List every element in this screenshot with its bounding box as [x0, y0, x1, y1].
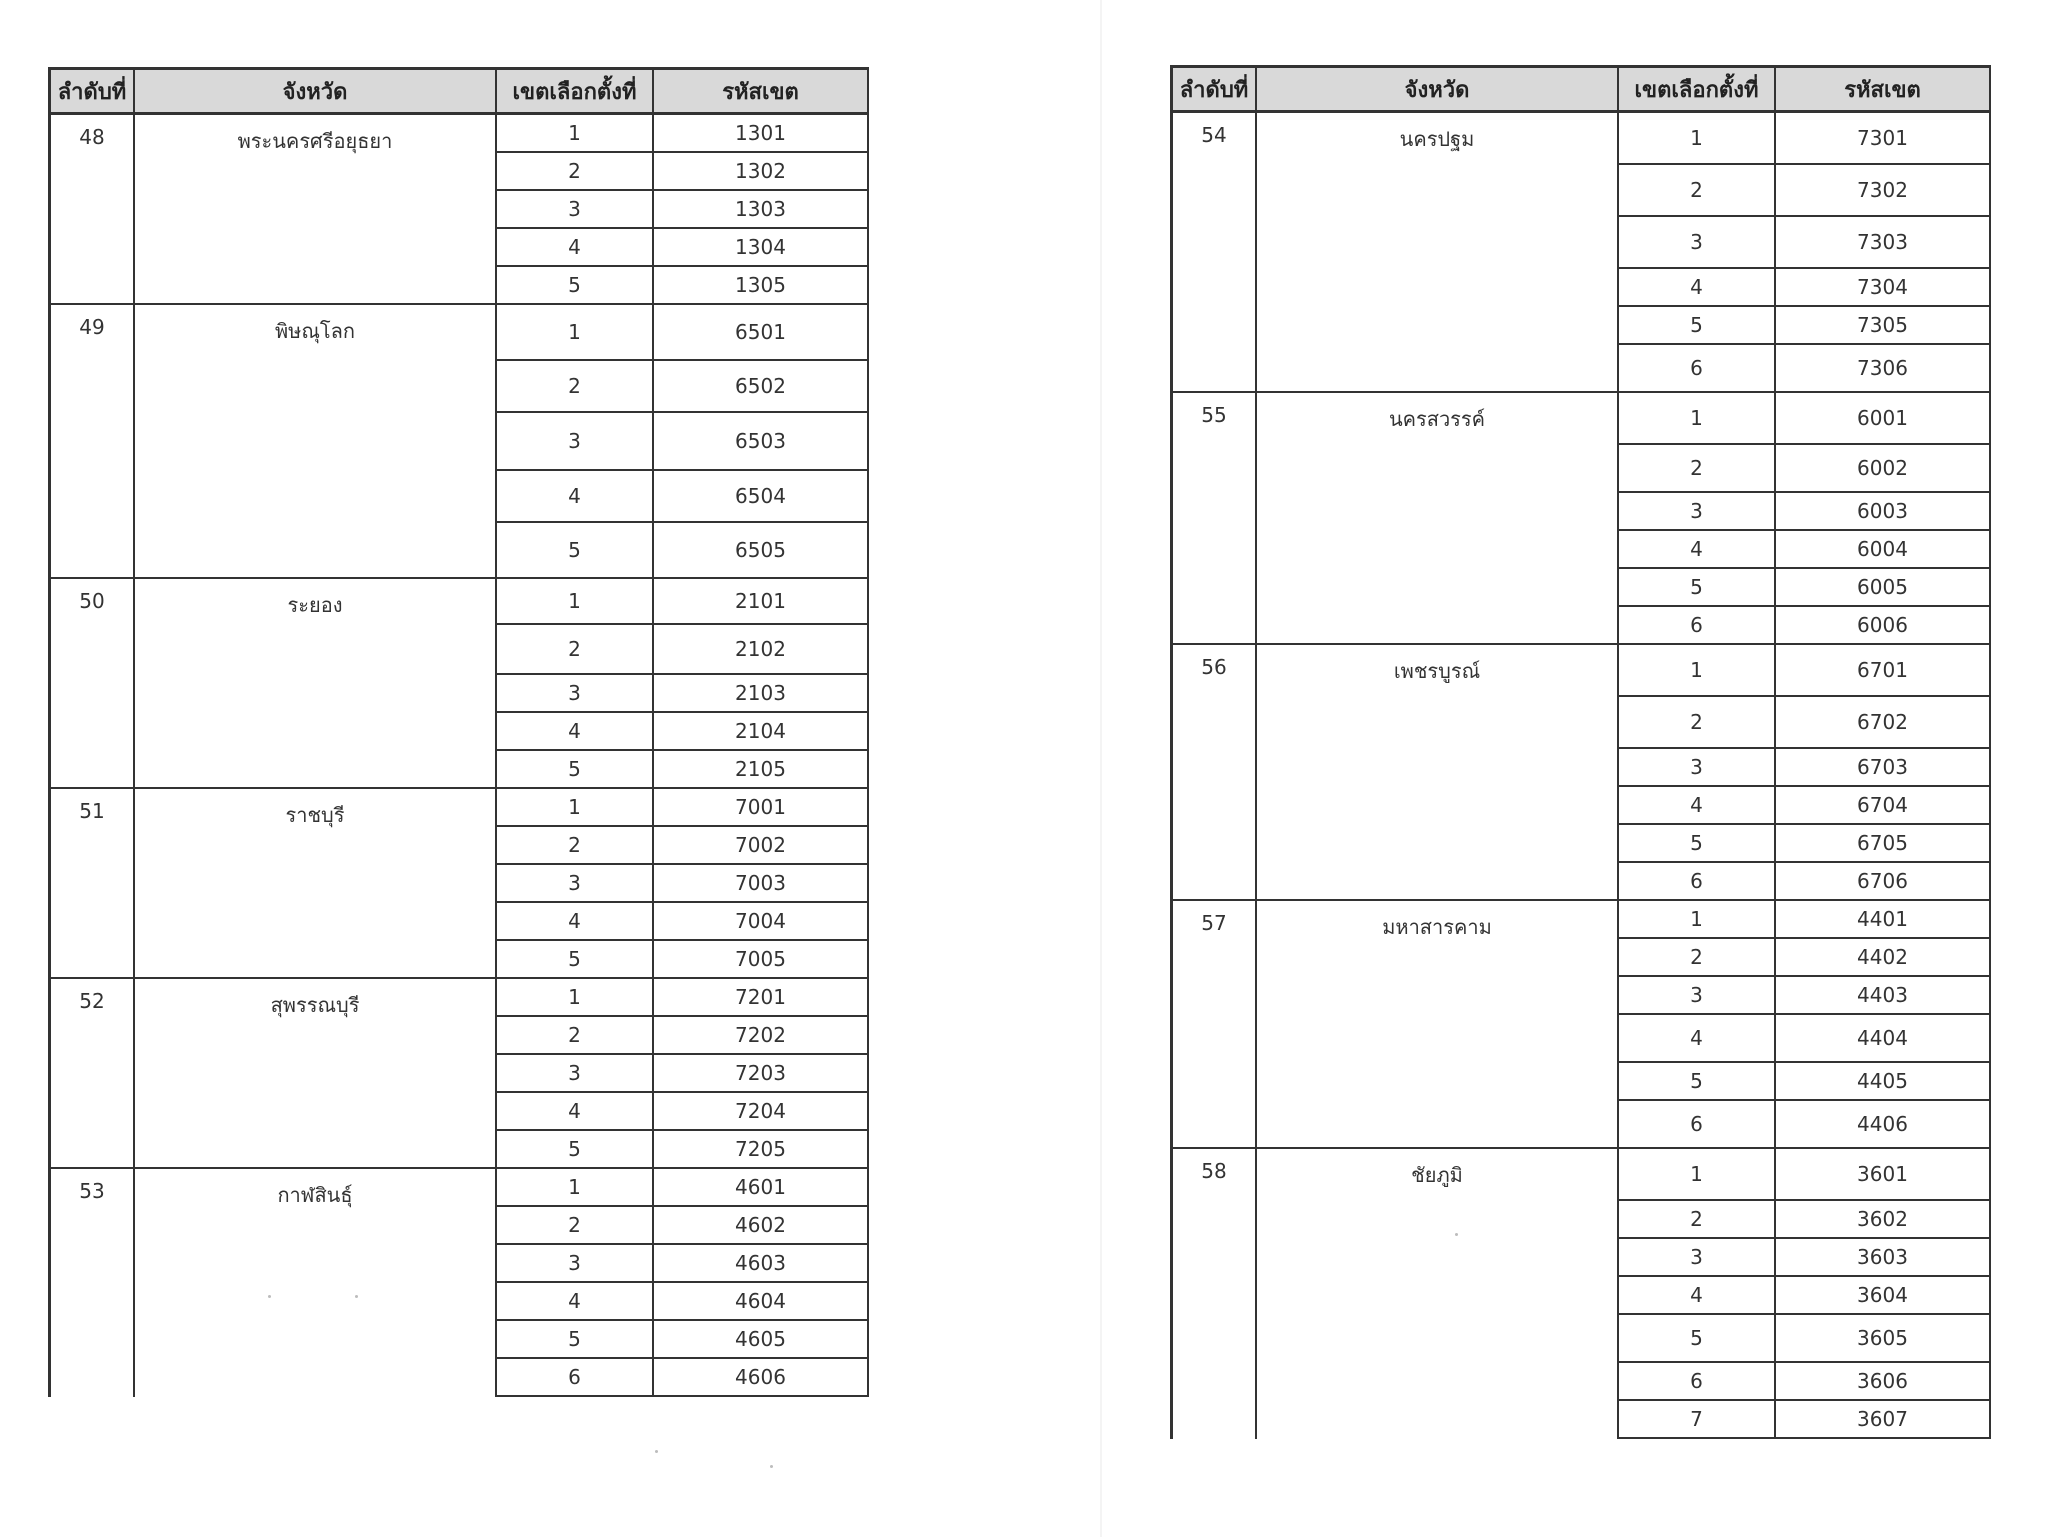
district-number: 3 — [497, 413, 654, 471]
district-code: 7204 — [654, 1093, 869, 1131]
district-code: 1302 — [654, 153, 869, 191]
district-code: 4406 — [1776, 1101, 1991, 1149]
district-number: 2 — [497, 827, 654, 865]
district-number: 1 — [1619, 1149, 1776, 1201]
province-index: 58 — [1173, 1149, 1257, 1439]
district-code: 4605 — [654, 1321, 869, 1359]
header-district: เขตเลือกตั้งที่ — [1619, 68, 1776, 113]
district-code: 2104 — [654, 713, 869, 751]
district-number: 5 — [497, 1321, 654, 1359]
district-number: 5 — [1619, 569, 1776, 607]
district-number: 5 — [497, 1131, 654, 1169]
header-index: ลำดับที่ — [51, 70, 135, 115]
district-number: 1 — [497, 579, 654, 625]
district-number: 2 — [497, 361, 654, 413]
district-number: 1 — [497, 305, 654, 361]
district-code: 3604 — [1776, 1277, 1991, 1315]
district-number: 4 — [497, 903, 654, 941]
district-number: 3 — [497, 1055, 654, 1093]
district-code: 6505 — [654, 523, 869, 579]
header-code: รหัสเขต — [1776, 68, 1991, 113]
district-code: 7305 — [1776, 307, 1991, 345]
district-table-left — [48, 67, 869, 1397]
district-code: 7002 — [654, 827, 869, 865]
district-code: 3602 — [1776, 1201, 1991, 1239]
page-gutter — [1100, 0, 1102, 1537]
district-code: 4603 — [654, 1245, 869, 1283]
district-code: 3603 — [1776, 1239, 1991, 1277]
district-code: 6006 — [1776, 607, 1991, 645]
district-number: 6 — [1619, 1101, 1776, 1149]
district-code: 6501 — [654, 305, 869, 361]
province-name: ชัยภูมิ — [1257, 1149, 1619, 1439]
district-code: 6704 — [1776, 787, 1991, 825]
district-code: 7301 — [1776, 113, 1991, 165]
district-number: 1 — [497, 1169, 654, 1207]
district-code: 4602 — [654, 1207, 869, 1245]
district-code: 6705 — [1776, 825, 1991, 863]
district-code: 4402 — [1776, 939, 1991, 977]
district-code: 6503 — [654, 413, 869, 471]
district-code: 7302 — [1776, 165, 1991, 217]
scan-speck — [770, 1465, 773, 1468]
district-number: 1 — [1619, 113, 1776, 165]
district-code: 4601 — [654, 1169, 869, 1207]
district-number: 2 — [1619, 445, 1776, 493]
district-number: 5 — [497, 267, 654, 305]
province-name: กาฬสินธุ์ — [135, 1169, 497, 1397]
province-name: ราชบุรี — [135, 789, 497, 979]
district-code: 4604 — [654, 1283, 869, 1321]
district-number: 1 — [1619, 901, 1776, 939]
district-code: 6001 — [1776, 393, 1991, 445]
district-code: 1304 — [654, 229, 869, 267]
district-code: 6504 — [654, 471, 869, 523]
district-number: 3 — [1619, 217, 1776, 269]
province-index: 53 — [51, 1169, 135, 1397]
district-number: 4 — [1619, 1015, 1776, 1063]
district-code: 6706 — [1776, 863, 1991, 901]
province-name: มหาสารคาม — [1257, 901, 1619, 1149]
district-code: 7205 — [654, 1131, 869, 1169]
district-number: 1 — [497, 115, 654, 153]
district-code: 6701 — [1776, 645, 1991, 697]
district-code: 3606 — [1776, 1363, 1991, 1401]
district-number: 3 — [1619, 493, 1776, 531]
district-code: 2105 — [654, 751, 869, 789]
district-number: 3 — [1619, 977, 1776, 1015]
province-index: 52 — [51, 979, 135, 1169]
header-district: เขตเลือกตั้งที่ — [497, 70, 654, 115]
district-number: 2 — [1619, 697, 1776, 749]
province-index: 55 — [1173, 393, 1257, 645]
header-province: จังหวัด — [1257, 68, 1619, 113]
district-number: 5 — [1619, 307, 1776, 345]
district-code: 7004 — [654, 903, 869, 941]
district-number: 5 — [497, 941, 654, 979]
header-province: จังหวัด — [135, 70, 497, 115]
province-index: 57 — [1173, 901, 1257, 1149]
district-code: 7203 — [654, 1055, 869, 1093]
province-name: พระนครศรีอยุธยา — [135, 115, 497, 305]
district-code: 1303 — [654, 191, 869, 229]
province-index: 48 — [51, 115, 135, 305]
district-code: 6005 — [1776, 569, 1991, 607]
district-code: 1305 — [654, 267, 869, 305]
district-number: 4 — [1619, 787, 1776, 825]
header-code: รหัสเขต — [654, 70, 869, 115]
district-code: 7005 — [654, 941, 869, 979]
district-code: 6003 — [1776, 493, 1991, 531]
district-code: 1301 — [654, 115, 869, 153]
district-number: 1 — [1619, 645, 1776, 697]
district-number: 5 — [1619, 825, 1776, 863]
district-number: 4 — [497, 1283, 654, 1321]
district-code: 4403 — [1776, 977, 1991, 1015]
province-name: สุพรรณบุรี — [135, 979, 497, 1169]
header-index: ลำดับที่ — [1173, 68, 1257, 113]
district-code: 6702 — [1776, 697, 1991, 749]
district-code: 7001 — [654, 789, 869, 827]
district-code: 3601 — [1776, 1149, 1991, 1201]
province-name: นครสวรรค์ — [1257, 393, 1619, 645]
district-code: 2101 — [654, 579, 869, 625]
district-code: 3607 — [1776, 1401, 1991, 1439]
province-name: พิษณุโลก — [135, 305, 497, 579]
district-code: 7003 — [654, 865, 869, 903]
district-code: 2102 — [654, 625, 869, 675]
district-code: 4401 — [1776, 901, 1991, 939]
district-code: 7303 — [1776, 217, 1991, 269]
district-number: 5 — [497, 523, 654, 579]
district-code: 6004 — [1776, 531, 1991, 569]
district-number: 6 — [1619, 345, 1776, 393]
province-index: 50 — [51, 579, 135, 789]
province-index: 51 — [51, 789, 135, 979]
district-code: 7306 — [1776, 345, 1991, 393]
district-code: 7202 — [654, 1017, 869, 1055]
district-number: 2 — [497, 153, 654, 191]
province-name: นครปฐม — [1257, 113, 1619, 393]
district-code: 3605 — [1776, 1315, 1991, 1363]
district-number: 5 — [1619, 1063, 1776, 1101]
district-number: 4 — [497, 471, 654, 523]
district-code: 4404 — [1776, 1015, 1991, 1063]
district-number: 4 — [497, 713, 654, 751]
district-number: 6 — [1619, 607, 1776, 645]
district-number: 3 — [497, 865, 654, 903]
district-code: 2103 — [654, 675, 869, 713]
district-code: 7304 — [1776, 269, 1991, 307]
district-number: 3 — [1619, 749, 1776, 787]
district-number: 1 — [1619, 393, 1776, 445]
district-number: 3 — [1619, 1239, 1776, 1277]
district-number: 3 — [497, 191, 654, 229]
district-number: 1 — [497, 789, 654, 827]
district-number: 2 — [1619, 1201, 1776, 1239]
district-number: 2 — [1619, 939, 1776, 977]
district-code: 7201 — [654, 979, 869, 1017]
province-name: ระยอง — [135, 579, 497, 789]
province-name: เพชรบูรณ์ — [1257, 645, 1619, 901]
district-number: 7 — [1619, 1401, 1776, 1439]
district-number: 4 — [1619, 1277, 1776, 1315]
district-table-right — [1170, 65, 1991, 1439]
district-number: 4 — [497, 229, 654, 267]
province-index: 54 — [1173, 113, 1257, 393]
district-number: 4 — [1619, 269, 1776, 307]
district-number: 6 — [1619, 1363, 1776, 1401]
district-code: 6502 — [654, 361, 869, 413]
district-number: 2 — [1619, 165, 1776, 217]
district-number: 1 — [497, 979, 654, 1017]
district-code: 6703 — [1776, 749, 1991, 787]
district-number: 4 — [1619, 531, 1776, 569]
province-index: 49 — [51, 305, 135, 579]
district-number: 6 — [1619, 863, 1776, 901]
district-number: 5 — [497, 751, 654, 789]
district-number: 3 — [497, 1245, 654, 1283]
district-number: 6 — [497, 1359, 654, 1397]
scan-speck — [655, 1450, 658, 1453]
district-code: 4606 — [654, 1359, 869, 1397]
district-code: 6002 — [1776, 445, 1991, 493]
district-number: 3 — [497, 675, 654, 713]
district-code: 4405 — [1776, 1063, 1991, 1101]
district-number: 2 — [497, 1017, 654, 1055]
district-number: 4 — [497, 1093, 654, 1131]
district-number: 2 — [497, 625, 654, 675]
district-number: 5 — [1619, 1315, 1776, 1363]
district-number: 2 — [497, 1207, 654, 1245]
province-index: 56 — [1173, 645, 1257, 901]
